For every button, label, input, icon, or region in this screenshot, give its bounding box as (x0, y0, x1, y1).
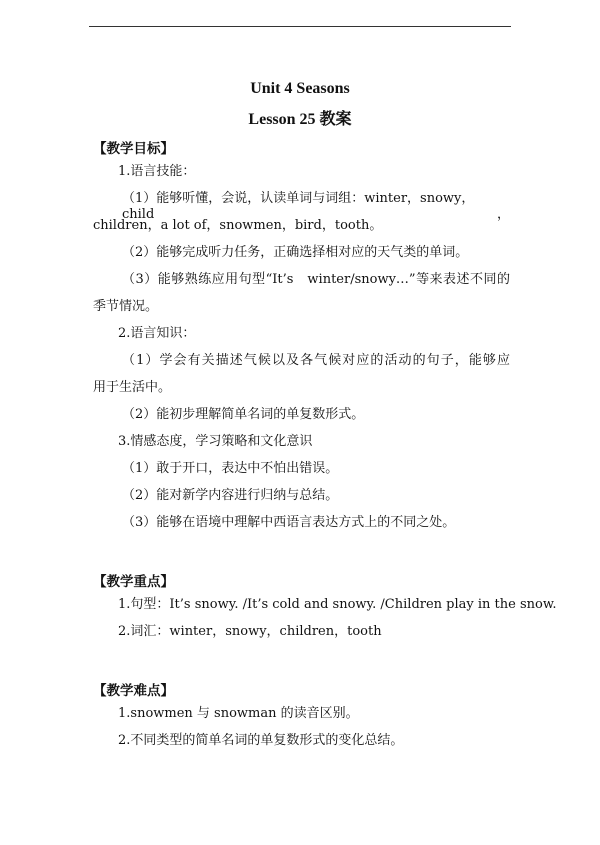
lesson-title: Lesson 25 教案 (248, 111, 352, 128)
skill-title: 1.语言技能： (118, 164, 196, 179)
key-point-1: 1.句型：It’s snowy. /It’s cold and snowy. /Children play in the snow. (118, 597, 557, 612)
header-rule (89, 26, 511, 27)
attitude-item-2: （2）能对新学内容进行归纳与总结。 (122, 488, 339, 503)
key-point-2: 2.词汇：winter，snowy，children，tooth (118, 624, 382, 639)
difficulties-heading: 【教学难点】 (93, 683, 174, 699)
attitude-title: 3.情感态度，学习策略和文化意识 (118, 434, 313, 449)
unit-title: Unit 4 Seasons (250, 80, 350, 97)
difficulty-1: 1.snowmen 与 snowman 的读音区别。 (118, 706, 359, 721)
skill-item-3: （3）能够熟练应用句型“It’s winter/snowy…”等来表述不同的 (122, 272, 510, 287)
skill-item-2: （2）能够完成听力任务，正确选择相对应的天气类的单词。 (122, 245, 469, 260)
skill-item-3-cont: 季节情况。 (93, 299, 159, 314)
skill-item-1-cont: children，a lot of，snowmen，bird，tooth。 (93, 218, 383, 233)
attitude-item-3: （3）能够在语境中理解中西语言表达方式上的不同之处。 (122, 515, 456, 530)
knowledge-item-1-cont: 用于生活中。 (93, 380, 172, 395)
knowledge-title: 2.语言知识： (118, 326, 196, 341)
skill-item-1: （1）能够听懂，会说，认读单词与词组：winter，snowy，child， (122, 191, 510, 222)
objectives-heading: 【教学目标】 (93, 141, 174, 157)
attitude-item-1: （1）敢于开口，表达中不怕出错误。 (122, 461, 339, 476)
key-points-heading: 【教学重点】 (93, 574, 174, 590)
difficulty-2: 2.不同类型的简单名词的单复数形式的变化总结。 (118, 733, 404, 748)
knowledge-item-2: （2）能初步理解简单名词的单复数形式。 (122, 407, 365, 422)
knowledge-item-1: （1）学会有关描述气候以及各气候对应的活动的句子，能够应 (122, 353, 510, 368)
